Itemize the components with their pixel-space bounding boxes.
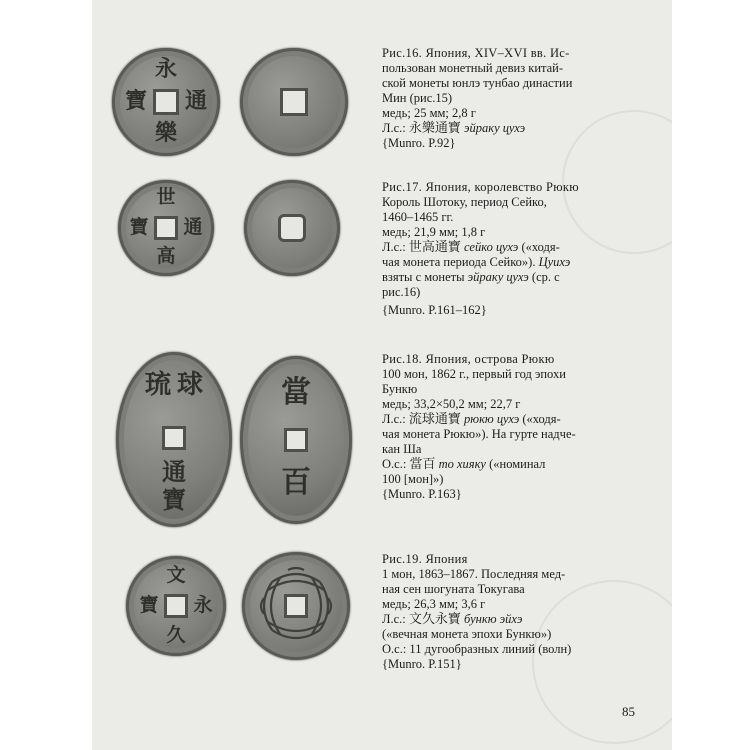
- caption-line: Мин (рис.15): [382, 91, 453, 105]
- reference: {Munro. P.161–162}: [382, 303, 487, 317]
- coin-fig18-obverse: [116, 352, 232, 527]
- caption-line: 100 [мон]»): [382, 472, 444, 486]
- coin-character: 球: [176, 370, 203, 400]
- caption-line: кан Ша: [382, 442, 422, 456]
- caption-line: 1460–1465 гг.: [382, 210, 454, 224]
- reverse-legend: 當百: [409, 457, 436, 472]
- coin-fig19-obverse: [126, 556, 226, 656]
- caption-line: («вечная монета эпохи Бункю»): [382, 627, 552, 641]
- caption-fragment: Цуихэ: [535, 255, 571, 269]
- coin-character: 通: [183, 216, 203, 238]
- caption-line: чая монета Рюкю»). На гурте надче-: [382, 427, 576, 441]
- reverse-line: [382, 457, 664, 472]
- caption-fragment: («ходя-: [518, 240, 560, 254]
- caption-line: Бункю: [382, 382, 418, 396]
- coin-fig19-reverse: [242, 552, 350, 660]
- obverse-legend: 世高通寶: [408, 240, 461, 255]
- reverse-line: О.с.: 11 дугообразных линий (волн): [382, 642, 572, 656]
- coin-square-hole: [154, 216, 178, 240]
- caption-line: [382, 270, 664, 285]
- coin-character: 永: [154, 56, 177, 82]
- coin-character: 世: [156, 186, 176, 208]
- obverse-prefix: Л.с.:: [382, 121, 409, 135]
- caption-line: ная сен шогуната Токугава: [382, 582, 525, 596]
- coin-character: 當: [281, 375, 311, 410]
- caption-fig16: [382, 46, 664, 151]
- obverse-legend: 文久永寶: [408, 612, 461, 627]
- caption-fragment: эйраку цухэ: [467, 270, 529, 284]
- obverse-translit: бункю эйхэ: [464, 612, 523, 626]
- obverse-prefix: Л.с.:: [382, 240, 409, 254]
- caption-line: Рис.18. Япония, острова Рюкю: [382, 352, 555, 366]
- caption-fig18: [382, 352, 664, 502]
- coin-character: 寶: [129, 216, 149, 238]
- caption-line: Король Шотоку, период Сейко,: [382, 195, 547, 209]
- coin-fig17-obverse: [118, 180, 214, 276]
- coin-character: 通: [184, 88, 207, 114]
- coin-character: 高: [156, 245, 176, 267]
- caption-line: Рис.19. Япония: [382, 552, 468, 566]
- caption-fig17: [382, 180, 664, 318]
- obverse-prefix: Л.с.:: [382, 612, 409, 626]
- coin-square-hole: [278, 214, 306, 242]
- coin-square-hole: [284, 594, 308, 618]
- obverse-prefix: Л.с.:: [382, 412, 409, 426]
- caption-line: [382, 255, 664, 270]
- coin-character: 寶: [139, 594, 159, 616]
- coin-square-hole: [284, 428, 308, 452]
- coin-square-hole: [164, 594, 188, 618]
- caption-fragment: («номинал: [485, 457, 546, 471]
- caption-fragment: взяты с монеты: [382, 270, 468, 284]
- coin-square-hole: [280, 88, 308, 116]
- caption-line: рис.16): [382, 285, 421, 299]
- coin-fig16-obverse: [112, 48, 220, 156]
- coin-character: 永: [193, 594, 213, 616]
- caption-line: медь; 25 мм; 2,8 г: [382, 106, 476, 120]
- obverse-line: [382, 412, 664, 427]
- caption-line: 100 мон, 1862 г., первый год эпохи: [382, 367, 566, 381]
- coin-character: 通: [162, 457, 186, 486]
- caption-fig19: [382, 552, 664, 672]
- coin-character: 百: [281, 465, 311, 500]
- caption-line: Рис.16. Япония, XIV–XVI вв. Ис-: [382, 46, 570, 60]
- obverse-line: [382, 240, 664, 255]
- caption-fragment: чая монета периода Сейко»).: [382, 255, 536, 269]
- obverse-translit: эйраку цухэ: [464, 121, 526, 135]
- coin-character: 琉: [144, 370, 171, 400]
- obverse-line: [382, 121, 664, 136]
- caption-line: медь; 21,9 мм; 1,8 г: [382, 225, 486, 239]
- coin-character: 寶: [162, 485, 186, 514]
- reference: {Munro. P.92}: [382, 136, 456, 150]
- caption-line: 1 мон, 1863–1867. Последняя мед-: [382, 567, 566, 581]
- caption-line: ской монеты юнлэ тунбао династии: [382, 76, 573, 90]
- obverse-line: [382, 612, 664, 627]
- coin-fig17-reverse: [244, 180, 340, 276]
- caption-fragment: (ср. с: [528, 270, 560, 284]
- caption-line: медь; 33,2×50,2 мм; 22,7 г: [382, 397, 521, 411]
- reference: {Munro. P.151}: [382, 657, 462, 671]
- coin-fig16-reverse: [240, 48, 348, 156]
- page-number: 85: [622, 704, 635, 719]
- obverse-translit: рюкю цухэ: [464, 412, 520, 426]
- coin-character: 寶: [124, 88, 147, 114]
- obverse-translit: сейко цухэ: [464, 240, 519, 254]
- coin-square-hole: [162, 426, 186, 450]
- book-page: [92, 0, 672, 750]
- reverse-translit: то хияку: [438, 457, 486, 471]
- caption-fragment: («ходя-: [519, 412, 561, 426]
- caption-line: Рис.17. Япония, королевство Рюкю: [382, 180, 579, 194]
- reverse-prefix: О.с.:: [382, 457, 410, 471]
- coin-character: 文: [166, 564, 186, 586]
- coin-character: 樂: [154, 120, 177, 146]
- obverse-legend: 永樂通寶: [408, 121, 461, 136]
- coin-character: 久: [166, 624, 186, 646]
- coin-square-hole: [153, 89, 179, 115]
- caption-line: пользован монетный девиз китай-: [382, 61, 564, 75]
- reference: {Munro. P.163}: [382, 487, 462, 501]
- caption-line: медь; 26,3 мм; 3,6 г: [382, 597, 486, 611]
- coin-fig18-reverse: [240, 356, 352, 524]
- obverse-legend: 流球通寶: [408, 412, 461, 427]
